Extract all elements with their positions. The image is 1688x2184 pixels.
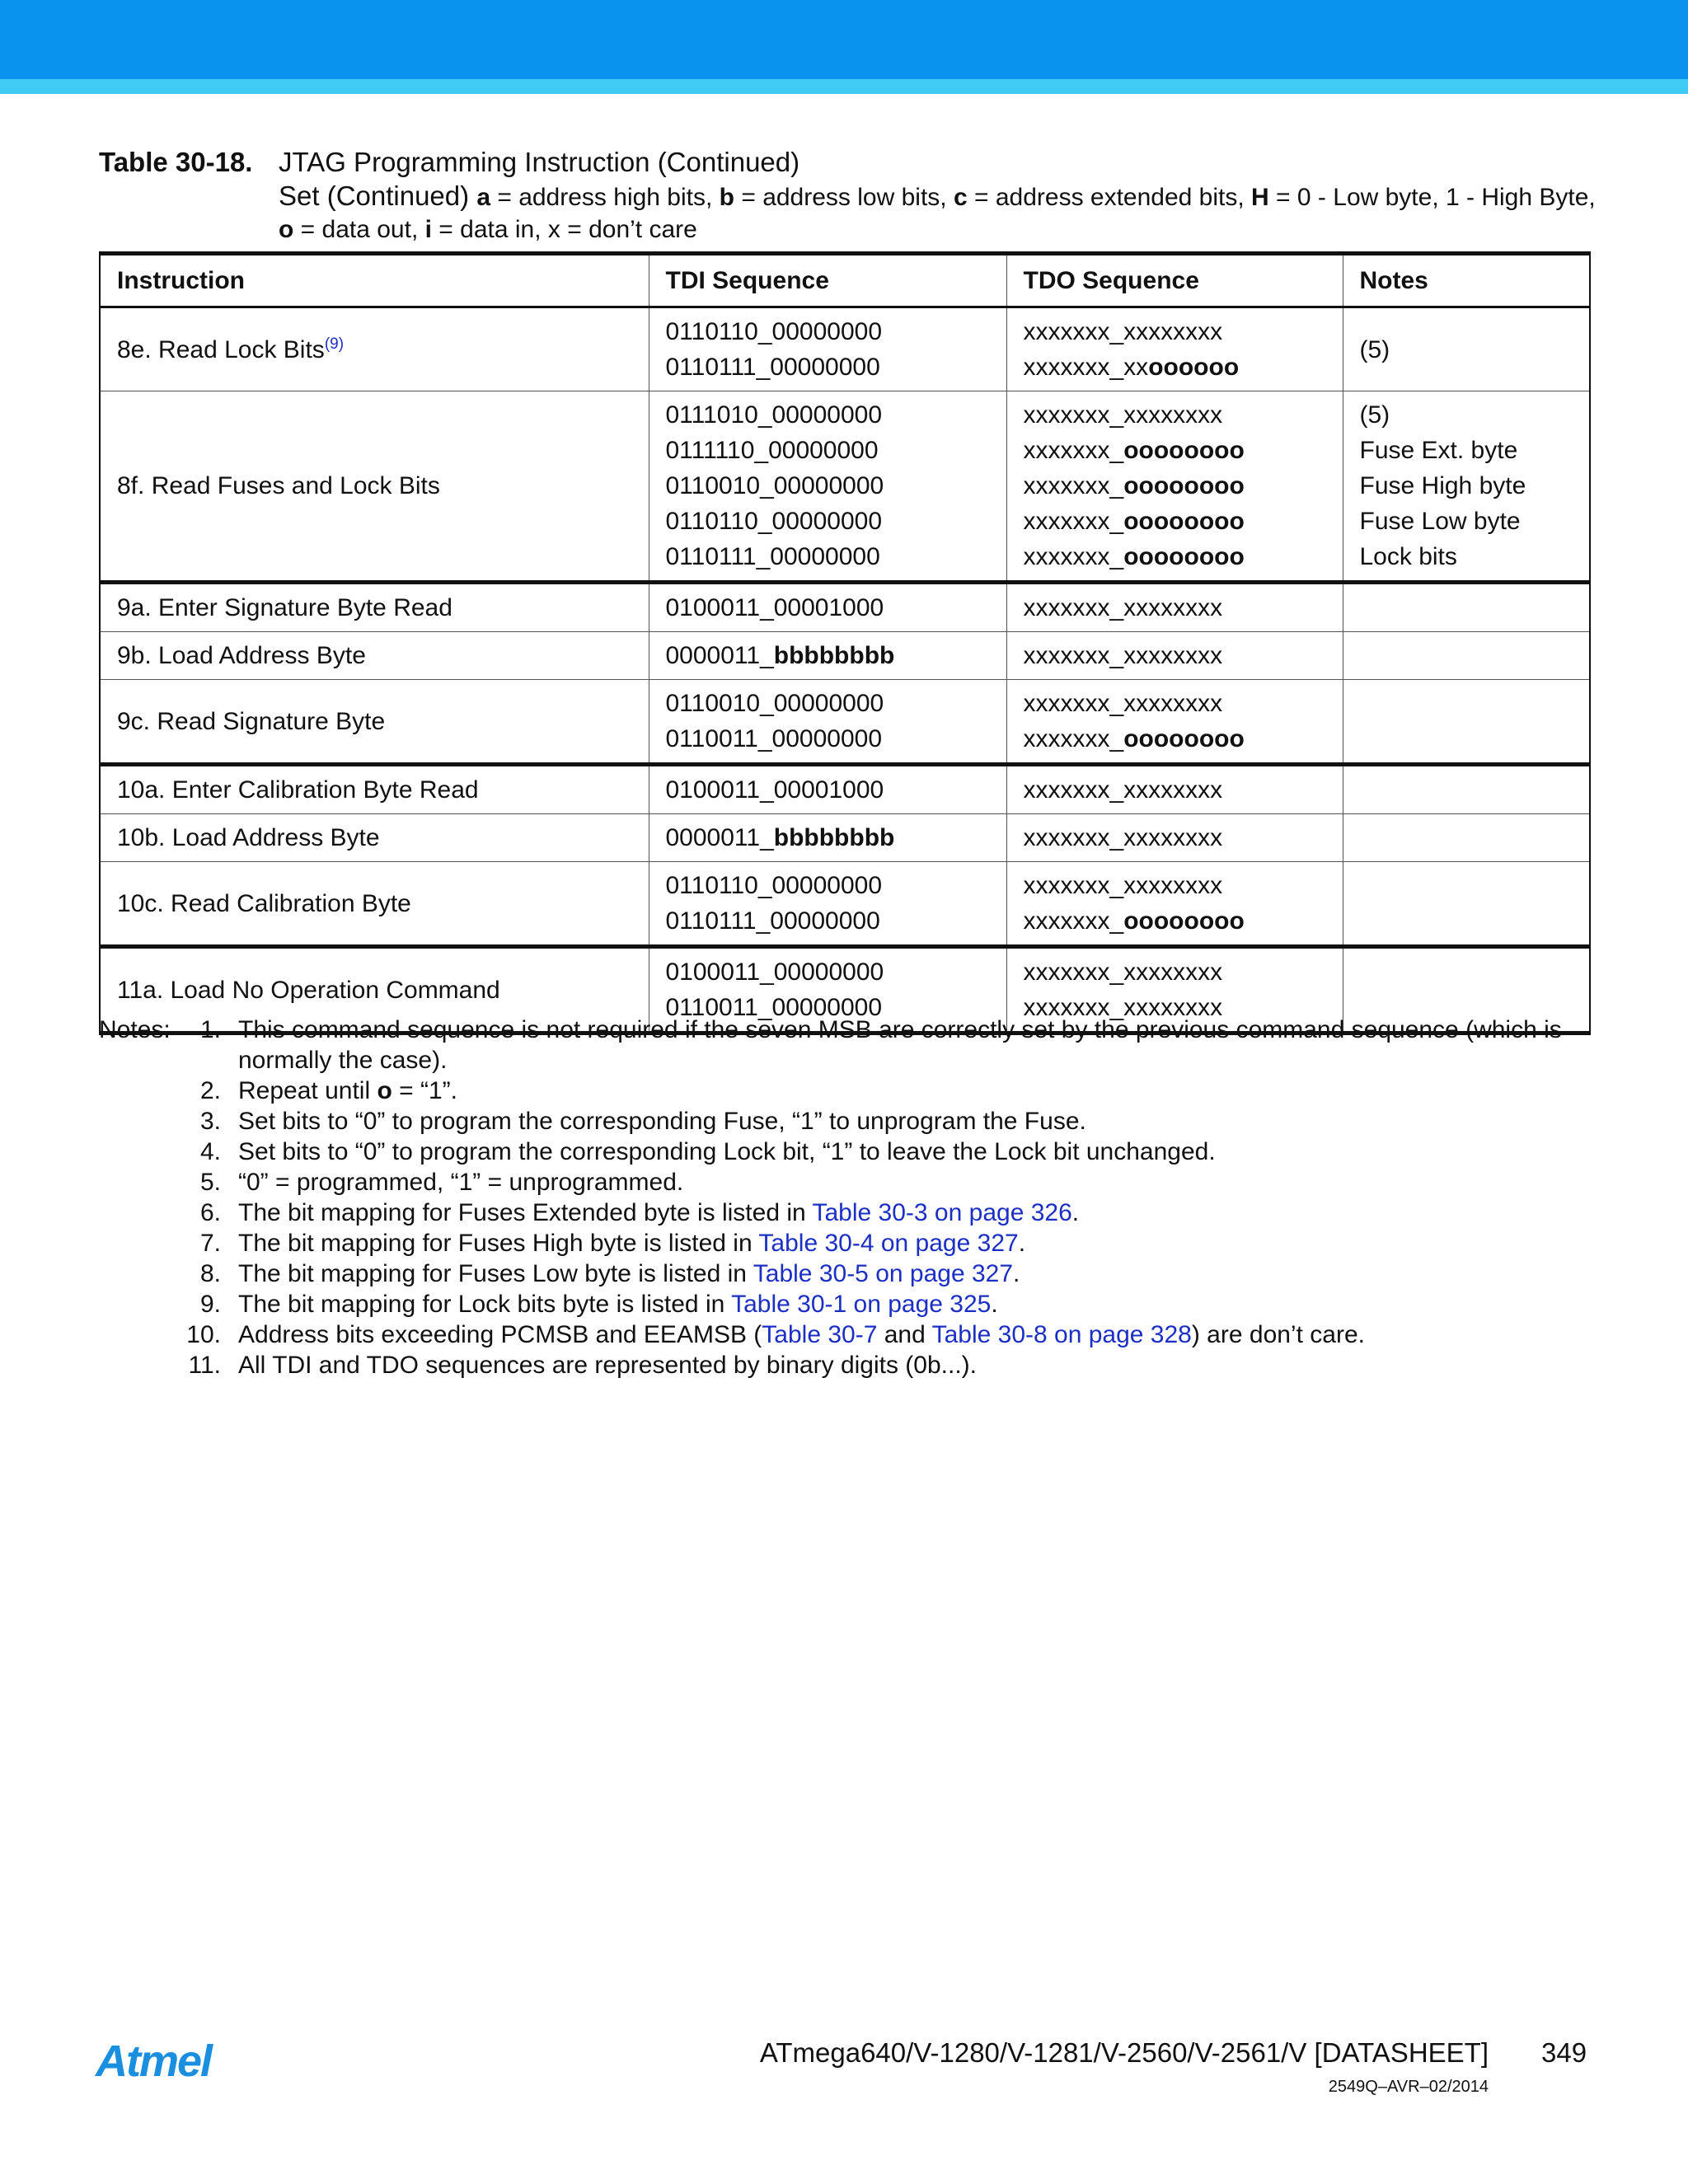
note-fragment: Repeat until — [238, 1077, 377, 1104]
note-fragment: = “1”. — [392, 1077, 457, 1104]
jtag-instruction-table — [99, 251, 1591, 1035]
tdi-sequence — [666, 638, 990, 673]
atmel-logo: Atmel — [96, 2036, 212, 2086]
tdo-sequence — [1024, 314, 1326, 349]
note-fragment: All TDI and TDO sequences are represented by binary digits (0b...). — [238, 1352, 978, 1379]
note-text — [238, 1167, 1590, 1197]
legend-key: b — [719, 184, 734, 211]
sequence-plain: 0111010_00000000 — [665, 401, 882, 429]
note-entry: Fuse High byte — [1359, 472, 1526, 499]
tdi-sequence — [666, 539, 990, 574]
instruction-label: 9b. Load Address Byte — [117, 642, 366, 669]
sequence-plain: 0000011_ — [665, 824, 774, 851]
note-text — [238, 1137, 1590, 1167]
sequence-plain: 0110110_00000000 — [665, 508, 882, 535]
table-link[interactable]: Table 30-1 on page 325 — [731, 1291, 992, 1318]
note-number: 5. — [199, 1169, 221, 1196]
note-fragment: and — [877, 1321, 932, 1348]
tdi-sequence — [666, 590, 990, 626]
instruction-label: 9c. Read Signature Byte — [117, 707, 386, 735]
tdi-sequence — [666, 820, 990, 855]
note-fragment: Set bits to “0” to program the corresponding Fuse, “1” to unprogram the Fuse. — [238, 1108, 1086, 1135]
tdi-sequence-cell — [649, 814, 1006, 862]
header-tdi-sequence: TDI Sequence — [649, 254, 1006, 307]
legend-key: c — [953, 184, 968, 211]
tdo-sequence — [1024, 903, 1326, 939]
note-number: 7. — [199, 1230, 221, 1257]
tdi-sequence — [666, 349, 990, 385]
sequence-plain: 0111110_00000000 — [665, 437, 879, 464]
note-bold: o — [377, 1077, 392, 1104]
sequence-bold: oooooooo — [1123, 437, 1245, 464]
note-text — [238, 1076, 1590, 1106]
note-text — [238, 1106, 1590, 1137]
tdi-sequence-cell — [649, 307, 1006, 391]
table-row — [100, 814, 1590, 862]
instruction-label: 10c. Read Calibration Byte — [117, 889, 411, 917]
sequence-plain: xxxxxxx_xxxxxxxx — [1023, 958, 1223, 986]
legend-key: a — [476, 184, 490, 211]
instruction-label: 10a. Enter Calibration Byte Read — [117, 776, 479, 804]
table-row — [100, 391, 1590, 583]
tdi-sequence — [666, 504, 990, 539]
table-link[interactable]: Table 30-4 on page 327 — [758, 1230, 1019, 1257]
note-entry: Lock bits — [1359, 543, 1457, 570]
sequence-plain: 0000011_ — [665, 642, 774, 669]
note-fragment: This command sequence is not required if the seven MSB are correctly set by the previous command sequence (which is normally the case). — [238, 1016, 1562, 1074]
sequence-plain: 0110111_00000000 — [665, 543, 880, 570]
tdi-sequence-cell — [649, 765, 1006, 814]
sequence-plain: xxxxxxx_xxxxxxxx — [1023, 872, 1223, 899]
note-number: 4. — [199, 1138, 221, 1165]
table-row — [100, 583, 1590, 632]
table-number: Table 30-18. — [99, 147, 253, 177]
sequence-plain: 0110010_00000000 — [665, 472, 884, 499]
tdi-sequence-cell — [649, 680, 1006, 765]
note-number: 10. — [186, 1321, 221, 1348]
notes-cell — [1343, 680, 1590, 765]
notes-cell — [1343, 583, 1590, 632]
document-code: 2549Q–AVR–02/2014 — [1328, 2078, 1489, 2096]
tdo-sequence — [1024, 868, 1326, 903]
legend-key: H — [1251, 184, 1269, 211]
notes-cell — [1343, 814, 1590, 862]
note-text — [238, 1289, 1590, 1319]
table-caption — [99, 145, 1596, 246]
sequence-plain: xxxxxxx_xxxxxxxx — [1023, 642, 1223, 669]
footer-title: ATmega640/V-1280/V-1281/V-2560/V-2561/V [DATASHEET] — [759, 2037, 1489, 2068]
sequence-bold: oooooooo — [1123, 472, 1245, 499]
sequence-bold: oooooooo — [1123, 907, 1245, 935]
note-fragment: ) are don’t care. — [1191, 1321, 1365, 1348]
note-text — [238, 1015, 1590, 1076]
tdo-sequence — [1024, 539, 1326, 574]
tdo-sequence-cell — [1006, 680, 1343, 765]
note-number: 2. — [199, 1077, 221, 1104]
table-link[interactable]: Table 30-8 on page 328 — [931, 1321, 1192, 1348]
notes-cell — [1343, 307, 1590, 391]
note-number: 1. — [199, 1016, 221, 1043]
tdo-sequence-cell — [1006, 391, 1343, 583]
tdo-sequence — [1024, 433, 1326, 468]
sequence-plain: 0110111_00000000 — [665, 907, 880, 935]
table-body — [100, 307, 1590, 1033]
sequence-plain: xxxxxxx_xxxxxxxx — [1023, 318, 1223, 345]
tdi-sequence — [666, 903, 990, 939]
table-link[interactable]: Table 30-3 on page 326 — [812, 1199, 1072, 1226]
notes-label: Notes: — [99, 1016, 171, 1043]
legend-text: = data in, x = don’t care — [431, 216, 697, 243]
note-fragment: . — [1018, 1230, 1026, 1257]
note-entry: Fuse Ext. byte — [1359, 437, 1518, 464]
header-stripe — [0, 79, 1688, 94]
page-number: 349 — [1541, 2037, 1587, 2068]
table-title-line2: Set (Continued) a = address high bits, b = address low bits, c = address extended bits, H = 0 - Low byte, 1 - High Byte, — [279, 180, 1596, 211]
note-text — [238, 1319, 1590, 1350]
sequence-plain: xxxxxxx_xxxxxxxx — [1023, 776, 1223, 804]
instruction-cell — [100, 814, 649, 862]
note-number: 11. — [188, 1352, 221, 1379]
sequence-bold: bbbbbbbb — [773, 824, 895, 851]
tdo-sequence — [1024, 397, 1326, 433]
tdi-sequence-cell — [649, 862, 1006, 947]
tdi-sequence-cell — [649, 632, 1006, 680]
note-entry: (5) — [1359, 335, 1390, 363]
tdo-sequence-cell — [1006, 765, 1343, 814]
table-row — [100, 862, 1590, 947]
sequence-plain: xxxxxxx_xxxxxxxx — [1023, 594, 1223, 621]
instruction-label: 11a. Load No Operation Command — [117, 976, 500, 1004]
sequence-plain: xxxxxxx_ — [1023, 508, 1124, 535]
header-instruction: Instruction — [100, 254, 649, 307]
tdi-sequence — [666, 772, 990, 808]
sequence-bold: oooooo — [1148, 354, 1240, 381]
legend-line3 — [279, 213, 697, 246]
note-number: 6. — [199, 1199, 221, 1226]
legend-text: = data out, — [293, 216, 425, 243]
note-number: 9. — [199, 1291, 221, 1318]
tdi-sequence — [666, 433, 990, 468]
instruction-cell — [100, 391, 649, 583]
sequence-plain: xxxxxxx_xxxxxxxx — [1023, 690, 1223, 717]
legend-text: = 0 - Low byte, 1 - High Byte, — [1268, 184, 1596, 211]
table-link[interactable]: Table 30-5 on page 327 — [753, 1260, 1014, 1287]
sequence-plain: 0100011_00000000 — [665, 958, 884, 986]
note-fragment: The bit mapping for Lock bits byte is listed in — [238, 1291, 732, 1318]
sequence-plain: 0110011_00000000 — [665, 725, 882, 752]
note-fragment: . — [991, 1291, 998, 1318]
sequence-plain: xxxxxxx_ — [1023, 725, 1124, 752]
tdo-sequence — [1024, 504, 1326, 539]
notes-cell — [1343, 862, 1590, 947]
instruction-cell — [100, 765, 649, 814]
tdo-sequence-cell — [1006, 307, 1343, 391]
note-number: 3. — [199, 1108, 221, 1135]
footnote-ref[interactable]: (9) — [324, 335, 345, 353]
note-fragment: “0” = programmed, “1” = unprogrammed. — [238, 1169, 684, 1196]
sequence-plain: 0110110_00000000 — [665, 318, 882, 345]
tdo-sequence-cell — [1006, 862, 1343, 947]
tdi-sequence-cell — [649, 391, 1006, 583]
sequence-plain: 0110110_00000000 — [665, 872, 882, 899]
sequence-plain: 0110111_00000000 — [665, 354, 880, 381]
instruction-cell — [100, 632, 649, 680]
sequence-plain: xxxxxxx_xxxxxxxx — [1023, 824, 1223, 851]
table-row — [100, 632, 1590, 680]
tdi-sequence — [666, 686, 990, 721]
note-text — [238, 1197, 1590, 1228]
instruction-cell — [100, 862, 649, 947]
sequence-plain: xxxxxxx_ — [1023, 472, 1124, 499]
tdi-sequence — [666, 868, 990, 903]
notes-cell — [1343, 632, 1590, 680]
tdo-sequence-cell — [1006, 632, 1343, 680]
legend — [476, 184, 1595, 211]
note-text — [238, 1350, 1590, 1380]
note-fragment: The bit mapping for Fuses Extended byte is listed in — [238, 1199, 813, 1226]
sequence-plain: xxxxxxx_ — [1023, 437, 1124, 464]
sequence-plain: xxxxxxx_ — [1023, 543, 1124, 570]
table-row — [100, 680, 1590, 765]
note-fragment: Address bits exceeding PCMSB and EEAMSB ( — [238, 1321, 762, 1348]
note-text — [238, 1258, 1590, 1289]
instruction-label: 8f. Read Fuses and Lock Bits — [117, 472, 440, 499]
note-entry: (5) — [1359, 401, 1390, 429]
sequence-bold: oooooooo — [1123, 725, 1245, 752]
instruction-cell — [100, 583, 649, 632]
instruction-label: 10b. Load Address Byte — [117, 824, 380, 851]
table-row — [100, 765, 1590, 814]
sequence-plain: 0110010_00000000 — [665, 690, 884, 717]
notes-cell — [1343, 391, 1590, 583]
sequence-bold: oooooooo — [1123, 543, 1245, 570]
note-entry: Fuse Low byte — [1359, 508, 1521, 535]
tdi-sequence — [666, 397, 990, 433]
sequence-bold: oooooooo — [1123, 508, 1245, 535]
instruction-label: 8e. Read Lock Bits — [117, 335, 325, 363]
note-fragment: Set bits to “0” to program the corresponding Lock bit, “1” to leave the Lock bit unchanged. — [238, 1138, 1216, 1165]
instruction-cell — [100, 680, 649, 765]
tdi-sequence — [666, 314, 990, 349]
sequence-plain: xxxxxxx_xx — [1023, 354, 1149, 381]
sequence-plain: 0100011_00001000 — [665, 776, 884, 804]
tdi-sequence — [666, 721, 990, 757]
sequence-plain: xxxxxxx_xxxxxxxx — [1023, 994, 1223, 1021]
legend-key: i — [424, 216, 432, 243]
note-text — [238, 1228, 1590, 1258]
tdi-sequence — [666, 468, 990, 504]
tdo-sequence — [1024, 349, 1326, 385]
table-title: JTAG Programming Instruction (Continued) — [279, 147, 800, 177]
note-fragment: The bit mapping for Fuses High byte is listed in — [238, 1230, 759, 1257]
note-fragment: . — [1013, 1260, 1020, 1287]
sequence-plain: 0100011_00001000 — [665, 594, 884, 621]
tdo-sequence — [1024, 954, 1326, 990]
legend-key: o — [279, 216, 294, 243]
instruction-cell — [100, 307, 649, 391]
tdo-sequence — [1024, 468, 1326, 504]
legend-text: = address extended bits, — [967, 184, 1252, 211]
legend-text: = address high bits, — [490, 184, 720, 211]
tdo-sequence — [1024, 820, 1326, 855]
legend-text: = address low bits, — [734, 184, 954, 211]
sequence-plain: 0110011_00000000 — [665, 994, 882, 1021]
tdo-sequence-cell — [1006, 583, 1343, 632]
tdi-sequence — [666, 954, 990, 990]
tdo-sequence — [1024, 772, 1326, 808]
tdo-sequence-cell — [1006, 814, 1343, 862]
tdo-sequence — [1024, 638, 1326, 673]
note-fragment: . — [1071, 1199, 1080, 1226]
table-header-row — [100, 254, 1590, 307]
sequence-plain: xxxxxxx_ — [1023, 907, 1124, 935]
table-row — [100, 307, 1590, 391]
table-link[interactable]: Table 30-7 — [762, 1321, 878, 1348]
header-bar — [0, 0, 1688, 79]
note-fragment: The bit mapping for Fuses Low byte is listed in — [238, 1260, 753, 1287]
tdo-sequence — [1024, 686, 1326, 721]
sequence-plain: xxxxxxx_xxxxxxxx — [1023, 401, 1223, 429]
tdo-sequence — [1024, 721, 1326, 757]
note-number: 8. — [199, 1260, 221, 1287]
sequence-bold: bbbbbbbb — [773, 642, 895, 669]
tdo-sequence — [1024, 590, 1326, 626]
header-tdo-sequence: TDO Sequence — [1006, 254, 1343, 307]
tdi-sequence-cell — [649, 583, 1006, 632]
header-notes: Notes — [1343, 254, 1590, 307]
instruction-label: 9a. Enter Signature Byte Read — [117, 594, 452, 621]
notes-cell — [1343, 765, 1590, 814]
